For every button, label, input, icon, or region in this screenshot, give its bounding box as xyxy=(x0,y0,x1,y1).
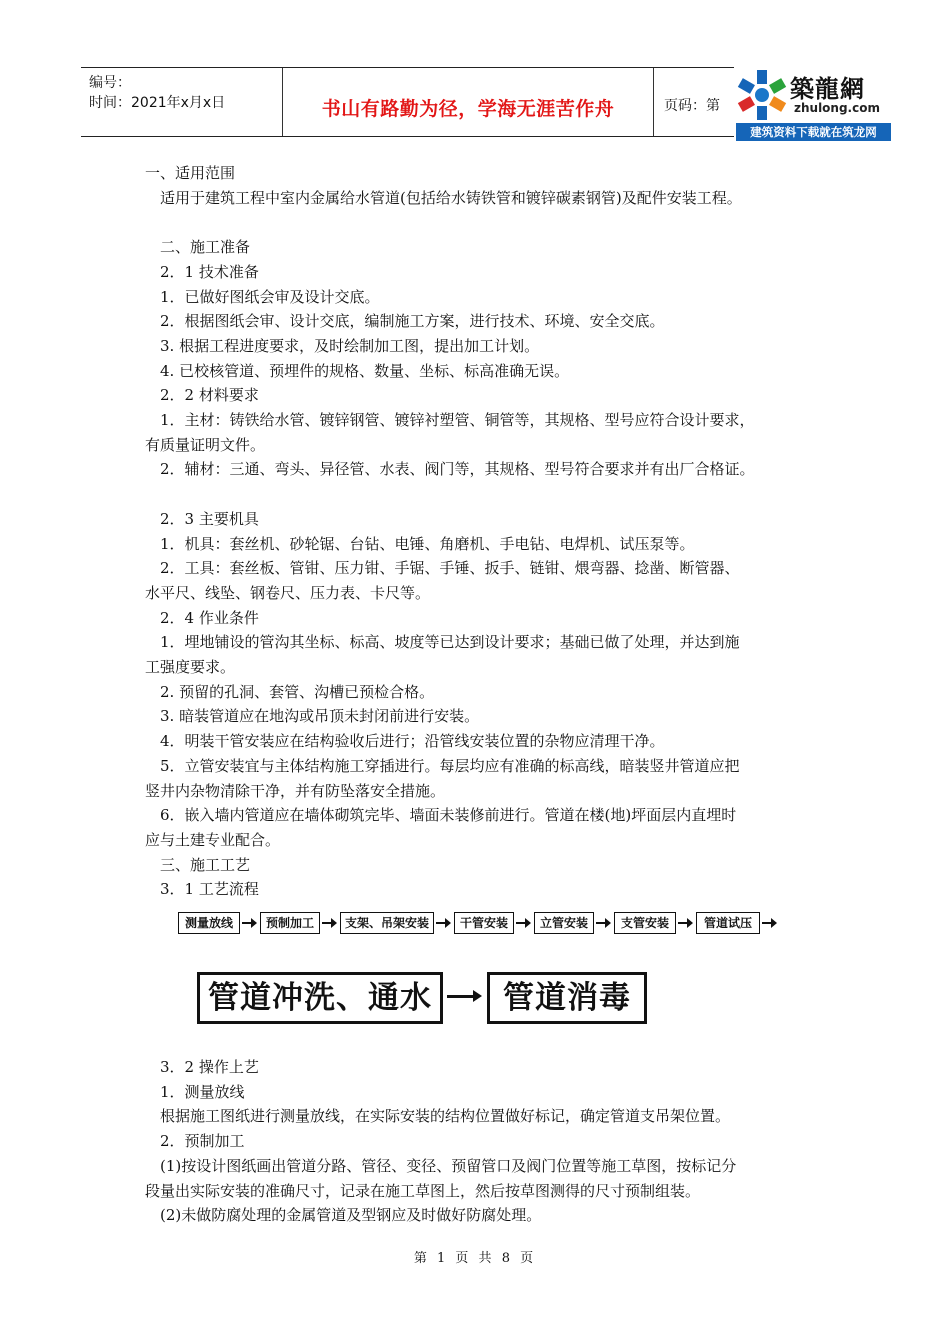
zhulong-logo xyxy=(734,67,891,143)
paragraph-line: 工强度要求。 xyxy=(145,658,236,677)
flow-arrow xyxy=(596,922,606,924)
snowflake-logo-icon xyxy=(734,67,790,123)
document-body xyxy=(145,161,825,902)
flow-step-box-large: 管道冲洗、通水 xyxy=(197,972,443,1024)
document-body-continued xyxy=(145,1055,825,1228)
paragraph-line: 2．3 主要机具 xyxy=(160,509,259,528)
paragraph-line: 3. 根据工程进度要求，及时绘制加工图，提出加工计划。 xyxy=(160,336,540,355)
paragraph-line: 3．2 操作上艺 xyxy=(160,1058,259,1076)
paragraph-line: 2. 预留的孔洞、套管、沟槽已预检合格。 xyxy=(160,682,435,701)
paragraph-line: 一、适用范围 xyxy=(145,164,236,182)
blank-line xyxy=(145,210,825,235)
paragraph-line: 2．辅材：三通、弯头、异径管、水表、阀门等，其规格、型号符合要求并有出厂合格证。 xyxy=(160,460,755,479)
motto: 书山有路勤为径，学海无涯苦作舟 xyxy=(321,98,615,120)
paragraph-line: 水平尺、线坠、钢卷尺、压力表、卡尺等。 xyxy=(145,583,431,602)
serial-number-label: 编号： xyxy=(89,75,131,91)
paragraph-line: 2．1 技术准备 xyxy=(160,262,259,281)
paragraph-line: 2．预制加工 xyxy=(160,1132,245,1151)
flow-arrow xyxy=(516,922,526,924)
flow-step-box: 支架、吊架安装 xyxy=(340,912,434,934)
flow-step-box: 测量放线 xyxy=(178,912,240,934)
flow-step-box: 干管安装 xyxy=(454,912,514,934)
process-flow-row-2 xyxy=(197,967,647,1027)
paragraph-line: 2．4 作业条件 xyxy=(160,608,259,627)
paragraph-line: (1)按设计图纸画出管道分路、管径、变径、预留管口及阀门位置等施工草图，按标记分 xyxy=(160,1156,737,1175)
flow-arrow xyxy=(322,922,332,924)
logo-name-cn: 築龍網 xyxy=(790,74,865,103)
paragraph-line: 有质量证明文件。 xyxy=(145,435,266,454)
header-motto-cell xyxy=(282,68,653,136)
paragraph-line: 6．嵌入墙内管道应在墙体砌筑完毕、墙面未装修前进行。管道在楼(地)坪面层内直埋时 xyxy=(160,806,737,825)
logo-name-en: zhulong.com xyxy=(794,101,880,115)
paragraph-line: 2．工具：套丝板、管钳、压力钳、手锯、手锤、扳手、链钳、煨弯器、捻凿、断管器、 xyxy=(160,559,740,578)
paragraph-line: 1．已做好图纸会审及设计交底。 xyxy=(160,287,380,306)
paragraph-line: 1．机具：套丝机、砂轮锯、台钻、电锤、角磨机、手电钻、电焊机、试压泵等。 xyxy=(160,534,695,553)
paragraph-line: 4．明装干管安装应在结构验收后进行；沿管线安装位置的杂物应清理干净。 xyxy=(160,732,665,751)
flow-step-box: 预制加工 xyxy=(260,912,320,934)
flow-step-box-large: 管道消毒 xyxy=(487,972,647,1024)
page-footer: 第 1 页 共 8 页 xyxy=(413,1251,537,1266)
flow-arrow xyxy=(762,922,772,924)
paragraph-line: 段量出实际安装的准确尺寸，记录在施工草图上，然后按草图测得的尺寸预制组装。 xyxy=(145,1181,701,1200)
logo-slogan: 建筑资料下载就在筑龙网 xyxy=(736,123,891,141)
paragraph-line: 2．根据图纸会审、设计交底，编制施工方案，进行技术、环境、安全交底。 xyxy=(160,312,665,331)
blank-line xyxy=(145,482,825,507)
flow-arrow xyxy=(242,922,252,924)
paragraph-line: 4. 已校核管道、预埋件的规格、数量、坐标、标高准确无误。 xyxy=(160,361,570,380)
flow-arrow xyxy=(436,922,446,924)
flow-arrow xyxy=(678,922,688,924)
flow-arrow-large xyxy=(447,995,475,998)
paragraph-line: 根据施工图纸进行测量放线，在实际安装的结构位置做好标记，确定管道支吊架位置。 xyxy=(160,1107,731,1126)
paragraph-line: 1．测量放线 xyxy=(160,1082,245,1101)
paragraph-line: (2)未做防腐处理的金属管道及型钢应及时做好防腐处理。 xyxy=(160,1206,542,1225)
header-info-cell xyxy=(81,68,281,136)
paragraph-line: 三、施工工艺 xyxy=(160,855,251,874)
flow-step-box: 立管安装 xyxy=(534,912,594,934)
paragraph-line: 竖井内杂物清除干净，并有防坠落安全措施。 xyxy=(145,781,446,800)
page-label: 页码：第 xyxy=(664,98,720,114)
paragraph-line: 1．埋地铺设的管沟其坐标、标高、坡度等已达到设计要求；基础已做了处理，并达到施 xyxy=(160,633,740,652)
paragraph-line: 3．1 工艺流程 xyxy=(160,880,259,899)
paragraph-line: 2．2 材料要求 xyxy=(160,386,259,405)
paragraph-line: 3. 暗装管道应在地沟或吊顶未封闭前进行安装。 xyxy=(160,707,480,726)
paragraph-line: 1．主材：铸铁给水管、镀锌钢管、镀锌衬塑管、铜管等，其规格、型号应符合设计要求， xyxy=(160,411,755,430)
paragraph-line: 二、施工准备 xyxy=(160,238,251,257)
paragraph-line: 应与土建专业配合。 xyxy=(145,830,281,849)
flow-step-box: 支管安装 xyxy=(614,912,676,934)
flow-step-box: 管道试压 xyxy=(696,912,760,934)
paragraph-line: 5．立管安装宜与主体结构施工穿插进行。每层均应有准确的标高线，暗装竖井管道应把 xyxy=(160,756,740,775)
date-label: 时间：2021年x月x日 xyxy=(89,95,226,111)
paragraph-line: 适用于建筑工程中室内金属给水管道(包括给水铸铁管和镀锌碳素钢管)及配件安装工程。 xyxy=(160,188,742,207)
